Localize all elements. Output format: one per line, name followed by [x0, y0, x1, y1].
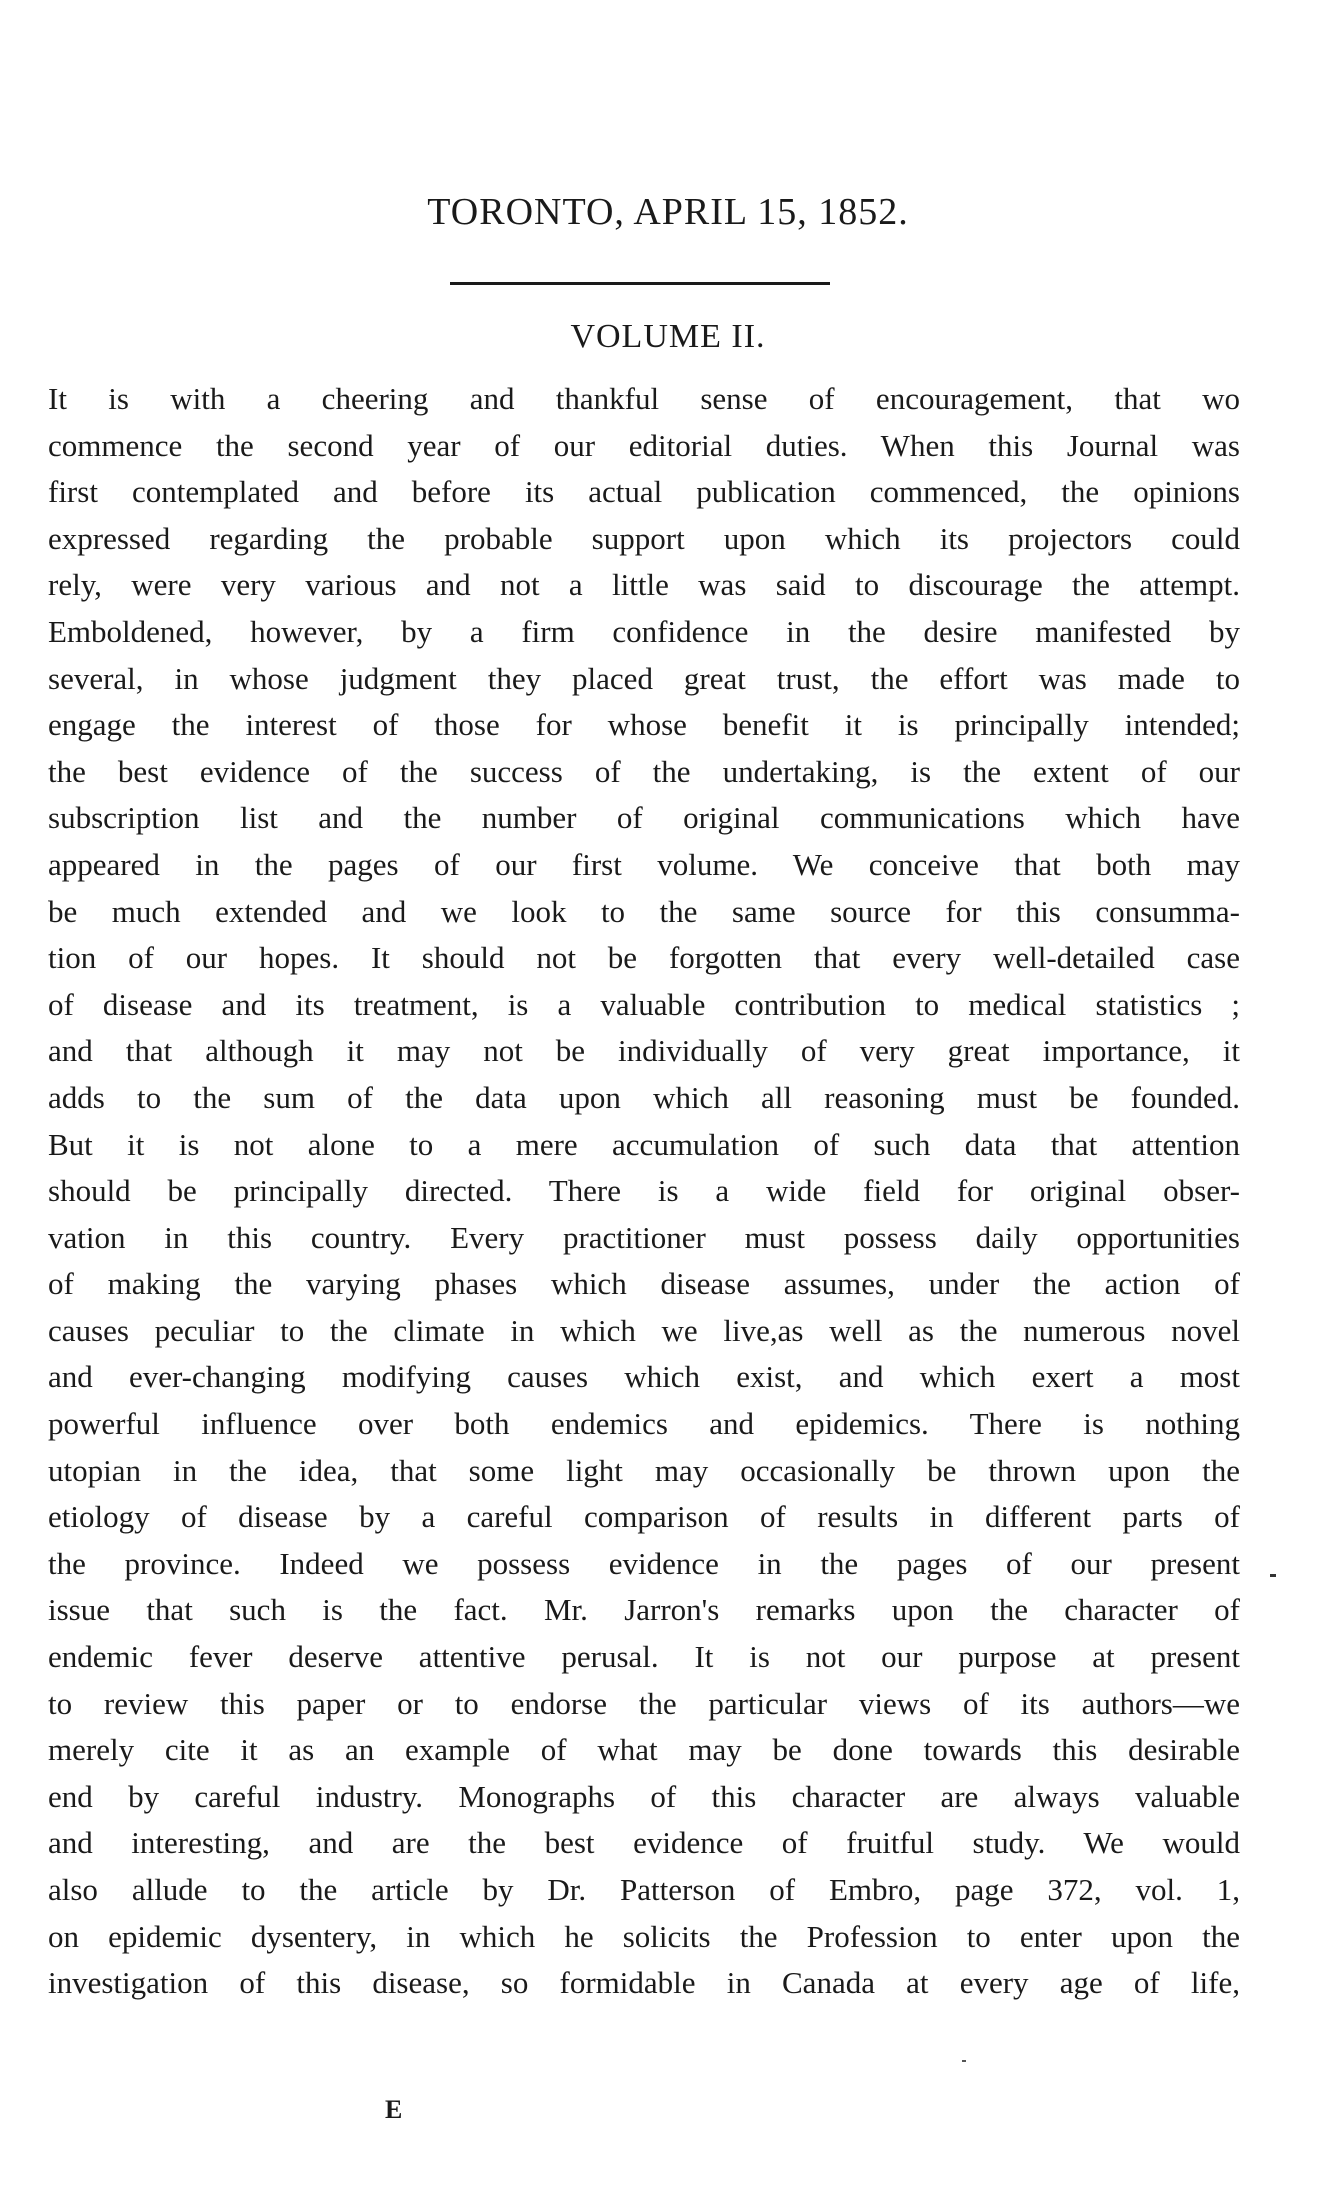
- text-line: be much extended and we look to the same source for this consumma-: [48, 893, 1240, 929]
- text-line: to review this paper or to endorse the particular views of its authors—we: [48, 1685, 1240, 1721]
- heading-rule: [450, 282, 830, 285]
- article-body: [48, 376, 1240, 2007]
- text-line: first contemplated and before its actual publication commenced, the opinions: [48, 474, 1240, 510]
- text-line: It is with a cheering and thankful sense of encouragement, that wo: [48, 381, 1240, 416]
- text-line: of making the varying phases which disease assumes, under the action of: [48, 1266, 1240, 1302]
- text-line: powerful influence over both endemics and epidemics. There is nothing: [48, 1406, 1240, 1442]
- text-line: commence the second year of our editorial duties. When this Journal was: [48, 427, 1240, 463]
- text-line: on epidemic dysentery, in which he solicits the Profession to enter upon the: [48, 1918, 1240, 1954]
- text-line: engage the interest of those for whose benefit it is principally intended;: [48, 707, 1240, 743]
- text-line: several, in whose judgment they placed great trust, the effort was made to: [48, 660, 1240, 696]
- text-line: But it is not alone to a mere accumulation of such data that attention: [48, 1126, 1240, 1162]
- text-line: appeared in the pages of our first volume. We conceive that both may: [48, 846, 1240, 882]
- text-line: endemic fever deserve attentive perusal. It is not our purpose at present: [48, 1639, 1240, 1675]
- text-line: and ever-changing modifying causes which exist, and which exert a most: [48, 1359, 1240, 1395]
- text-line: merely cite it as an example of what may be done towards this desirable: [48, 1732, 1240, 1768]
- text-line: of disease and its treatment, is a valuable contribution to medical statistics ;: [48, 986, 1240, 1022]
- text-line: the best evidence of the success of the undertaking, is the extent of our: [48, 753, 1240, 789]
- text-line: investigation of this disease, so formidable in Canada at every age of life,: [48, 1965, 1240, 2001]
- margin-mark: [962, 2060, 966, 2062]
- text-line: expressed regarding the probable support upon which its projectors could: [48, 520, 1240, 556]
- text-line: also allude to the article by Dr. Patterson of Embro, page 372, vol. 1,: [48, 1872, 1240, 1907]
- text-line: vation in this country. Every practitioner must possess daily opportunities: [48, 1219, 1240, 1255]
- volume-heading: VOLUME II.: [570, 318, 766, 355]
- text-line: Emboldened, however, by a firm confidence in the desire manifested by: [48, 613, 1240, 649]
- text-line: etiology of disease by a careful comparison of results in different parts of: [48, 1499, 1240, 1535]
- dateline-heading: TORONTO, APRIL 15, 1852.: [427, 191, 909, 233]
- text-line: and that although it may not be individually of very great importance, it: [48, 1033, 1240, 1069]
- text-line: the province. Indeed we possess evidence in the pages of our present: [48, 1545, 1240, 1581]
- text-line: should be principally directed. There is a wide field for original obser-: [48, 1173, 1240, 1209]
- text-line: utopian in the idea, that some light may occasionally be thrown upon the: [48, 1452, 1240, 1488]
- signature-mark: E: [385, 2095, 403, 2124]
- text-line: subscription list and the number of original communications which have: [48, 800, 1240, 836]
- text-line: causes peculiar to the climate in which we live,as well as the numerous novel: [48, 1312, 1240, 1348]
- text-line: adds to the sum of the data upon which all reasoning must be founded.: [48, 1079, 1240, 1115]
- margin-mark: [1270, 1574, 1276, 1577]
- text-line: end by careful industry. Monographs of this character are always valuable: [48, 1778, 1240, 1814]
- text-line: issue that such is the fact. Mr. Jarron's remarks upon the character of: [48, 1592, 1240, 1628]
- text-line: rely, were very various and not a little was said to discourage the attempt.: [48, 567, 1240, 603]
- text-line: tion of our hopes. It should not be forgotten that every well-detailed case: [48, 940, 1240, 976]
- text-line: and interesting, and are the best evidence of fruitful study. We would: [48, 1825, 1240, 1861]
